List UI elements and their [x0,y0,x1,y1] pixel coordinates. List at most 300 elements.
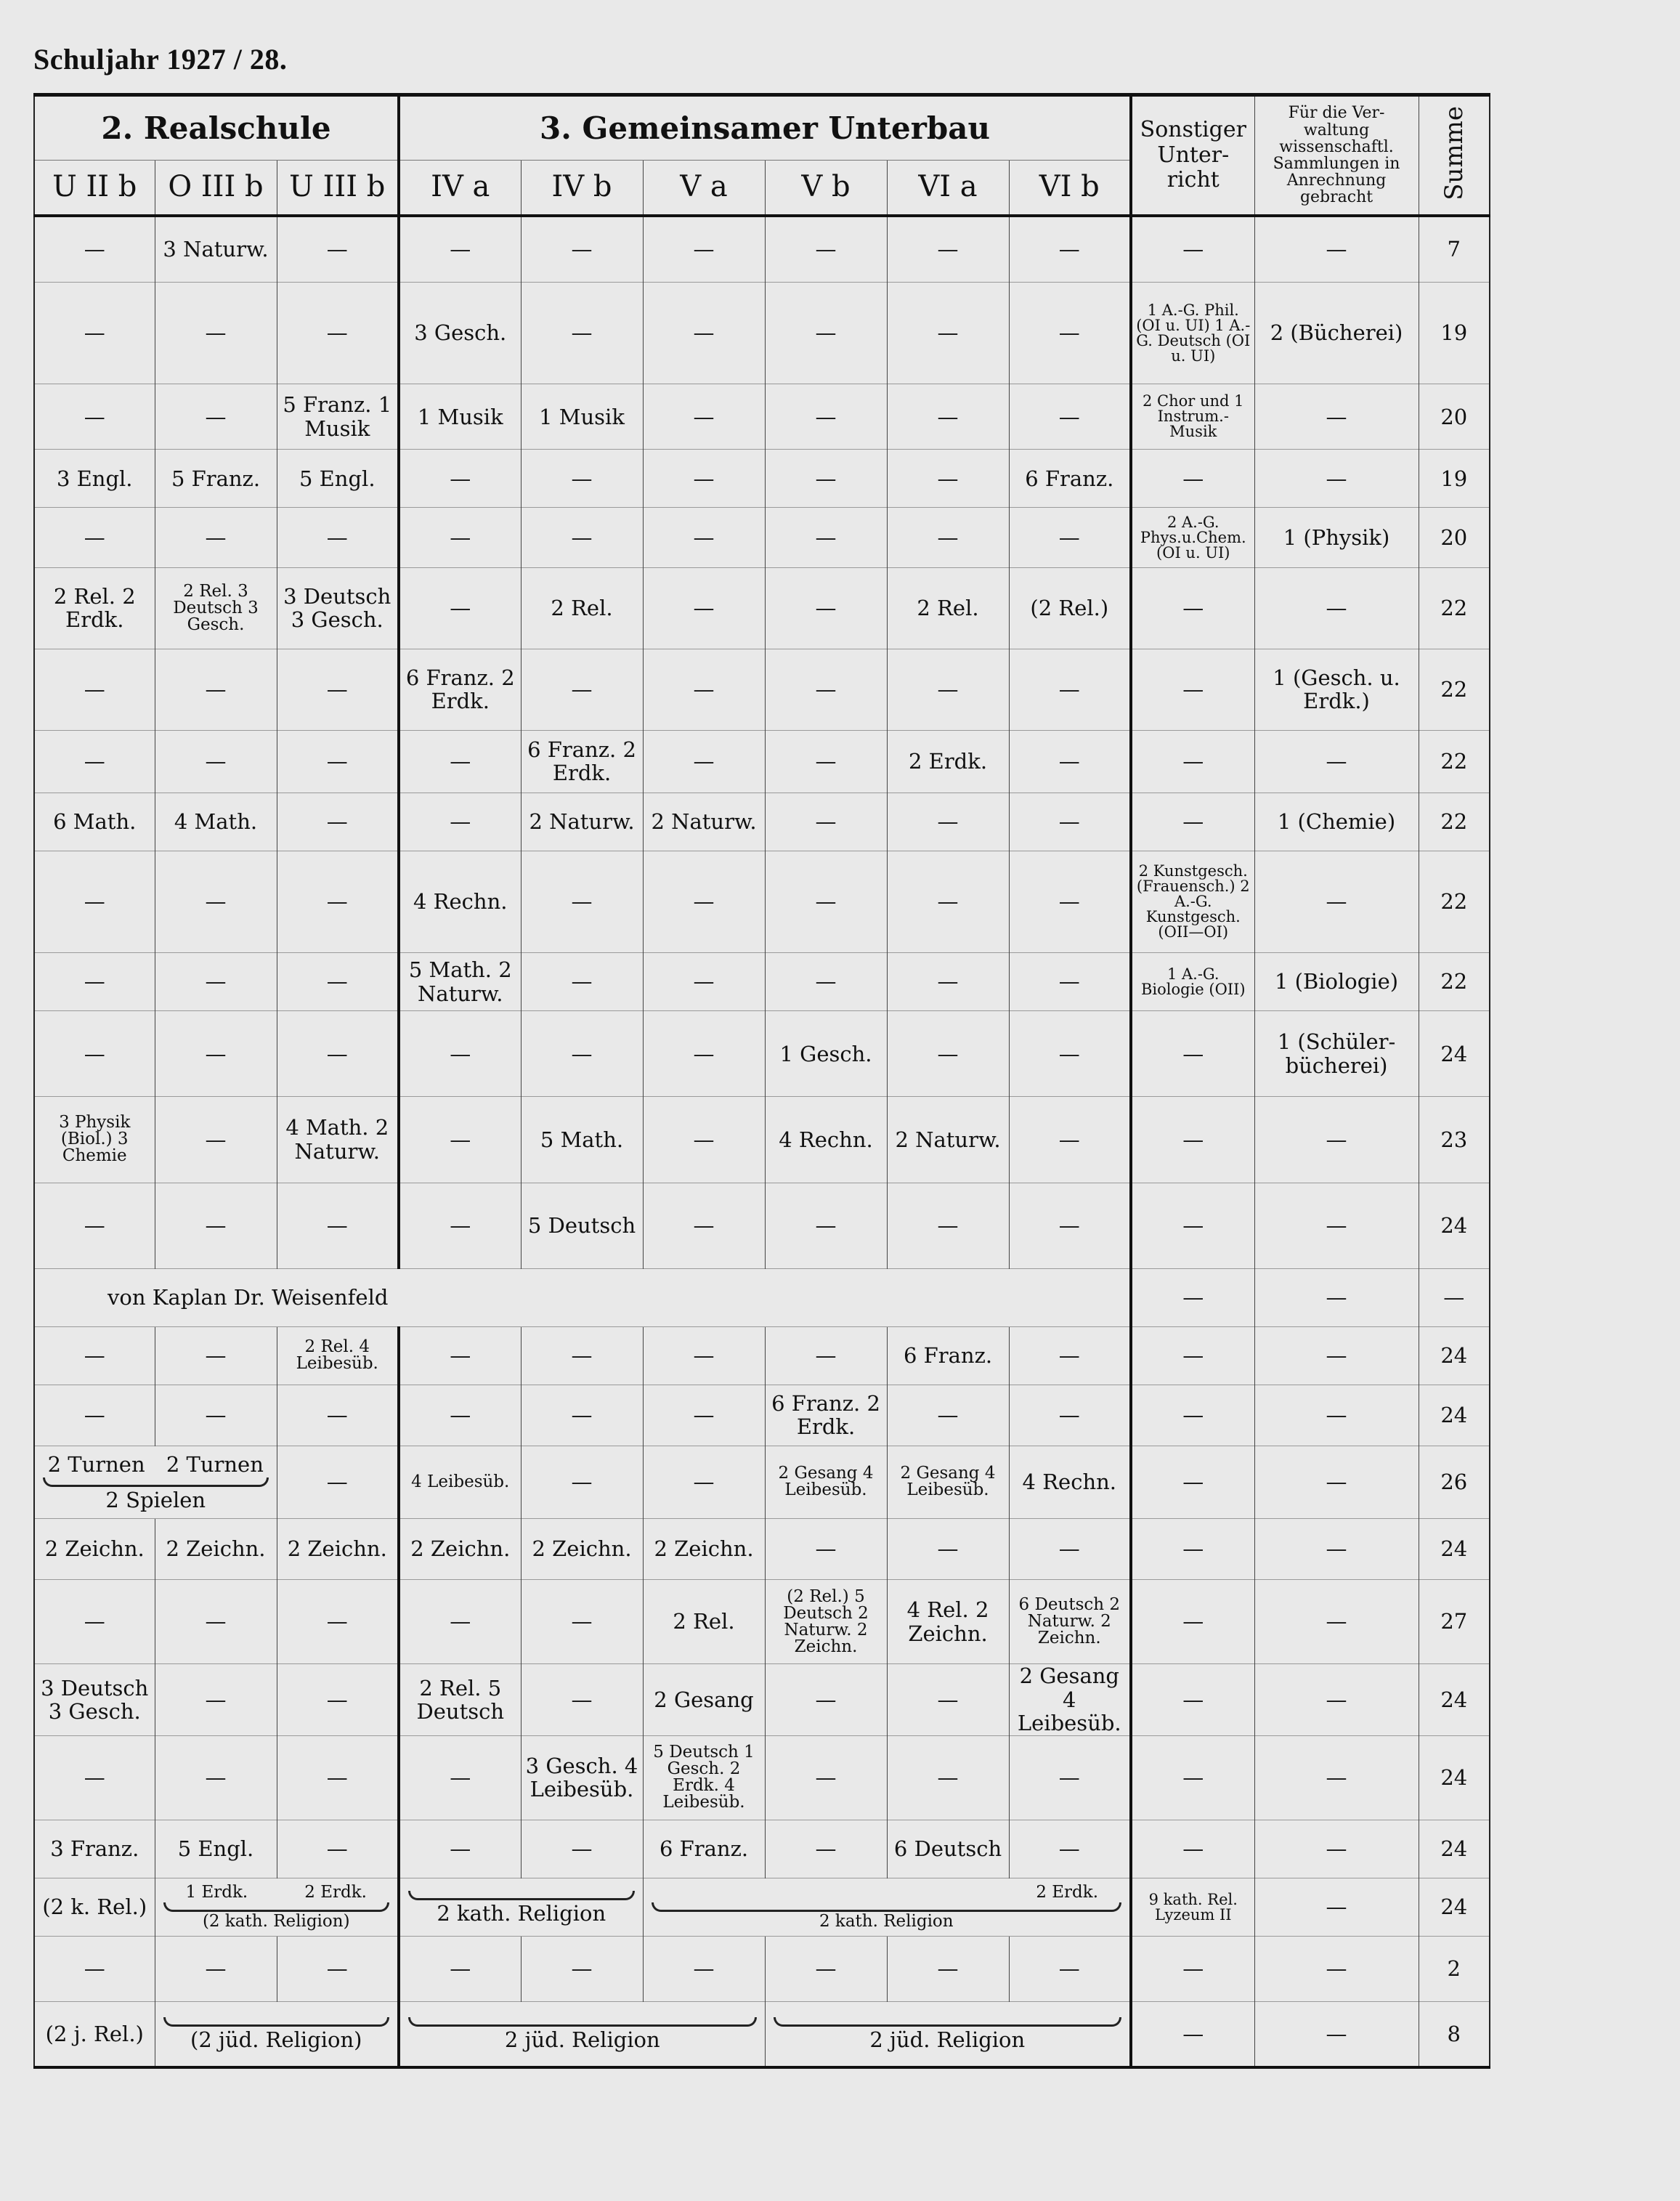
table-cell: — [34,508,155,567]
table-cell: — [155,283,277,384]
class-header: VI a [887,161,1009,216]
table-cell: — [765,567,887,649]
table-cell: — [277,1011,399,1097]
table-cell: 6 Deutsch [887,1820,1009,1878]
table-cell: — [277,793,399,851]
table-cell: 6 Franz. [1009,450,1131,508]
table-cell: — [1254,1097,1419,1183]
table-cell: 24 [1419,1664,1490,1736]
table-cell: 5 Franz. [155,450,277,508]
table-cell: — [1254,216,1419,283]
table-cell: 2 Kunstgesch. (Frauensch.) 2 A.-G. Kunstgesch. (OII—OI) [1131,851,1254,952]
table-cell: — [521,1820,643,1878]
table-cell: — [643,508,765,567]
table-cell: — [399,567,521,649]
table-cell: — [521,1580,643,1664]
table-cell: — [521,1326,643,1385]
table-cell: (2 Rel.) 5 Deutsch 2 Naturw. 2 Zeichn. [765,1580,887,1664]
table-cell: 9 kath. Rel. Lyzeum II [1131,1878,1254,1937]
brace [408,1891,635,1900]
jued-religion-group [765,2002,1131,2067]
table-cell: 1 (Biologie) [1254,953,1419,1011]
table-row [34,730,1490,793]
table-row [34,1268,1490,1326]
table-cell: 2 [1419,1937,1490,2002]
table-cell: 1 Musik [521,384,643,450]
table-cell: — [1009,216,1131,283]
header-sonstiger: Sonstiger Unter-richt [1131,95,1254,216]
table-cell: — [765,384,887,450]
table-cell: — [1131,730,1254,793]
table-cell: — [643,730,765,793]
table-cell: — [34,1735,155,1820]
table-cell: — [1131,216,1254,283]
table-cell: — [1131,1820,1254,1878]
table-cell: — [1254,1580,1419,1664]
table-cell: — [1254,1268,1419,1326]
table-cell: — [1009,851,1131,952]
table-cell: — [1131,450,1254,508]
table-cell: — [277,283,399,384]
table-cell: 24 [1419,1735,1490,1820]
table-cell: — [277,649,399,730]
table-row [34,793,1490,851]
brace [43,1478,269,1487]
table-cell: — [643,1937,765,2002]
table-cell: — [1131,1735,1254,1820]
table-cell: — [1009,1937,1131,2002]
table-cell: 23 [1419,1097,1490,1183]
table-cell: — [887,851,1009,952]
table-cell: 1 Musik [399,384,521,450]
table-cell: — [1009,730,1131,793]
table-cell: — [887,1011,1009,1097]
group-header-row [34,95,1490,161]
brace [774,2017,1122,2027]
table-cell: — [1254,1937,1419,2002]
table-cell: 2 Gesang 4 Leibesüb. [1009,1664,1131,1736]
table-cell: — [155,1580,277,1664]
table-cell: 3 Engl. [34,450,155,508]
kath-rel-label: 2 kath. Religion [819,1912,954,1932]
table-body [34,216,1490,2068]
table-cell: 27 [1419,1580,1490,1664]
table-cell: (2 Rel.) [1009,567,1131,649]
table-row [34,1326,1490,1385]
table-cell: — [887,953,1009,1011]
kath-rel-label: (2 kath. Religion) [202,1912,350,1932]
table-cell: 22 [1419,730,1490,793]
table-cell: — [1254,1878,1419,1937]
table-cell: — [643,1326,765,1385]
table-cell: — [765,216,887,283]
table-cell: — [1254,384,1419,450]
table-cell: — [521,851,643,952]
jued-religion-group [155,2002,399,2067]
table-cell: 22 [1419,793,1490,851]
table-cell: — [277,1937,399,2002]
table-cell: — [887,1519,1009,1580]
brace [408,2017,757,2027]
jued-religion-group [399,2002,765,2067]
table-cell: 5 Deutsch 1 Gesch. 2 Erdk. 4 Leibesüb. [643,1735,765,1820]
table-row [34,283,1490,384]
table-cell: — [1131,1580,1254,1664]
table-cell: — [399,1580,521,1664]
table-cell: 5 Math. [521,1097,643,1183]
table-cell: — [277,1446,399,1518]
table-cell: — [643,216,765,283]
jued-rel-label: (2 jüd. Religion) [190,2027,362,2053]
table-cell: 1 (Schüler-bücherei) [1254,1011,1419,1097]
table-cell: 2 Rel. [887,567,1009,649]
table-cell: — [277,851,399,952]
table-cell: 2 Rel. 4 Leibesüb. [277,1326,399,1385]
table-cell: — [643,283,765,384]
table-cell: — [1254,1183,1419,1268]
table-cell: — [155,1385,277,1446]
table-cell: 6 Franz. 2 Erdk. [399,649,521,730]
table-cell: — [887,1735,1009,1820]
table-cell: 3 Gesch. [399,283,521,384]
page-title: Schuljahr 1927 / 28. [33,43,288,76]
table-cell: — [1254,1326,1419,1385]
class-header: IV b [521,161,643,216]
table-cell: — [277,1385,399,1446]
table-cell: — [155,1664,277,1736]
table-cell: — [1254,1519,1419,1580]
table-cell: 4 Rechn. [765,1097,887,1183]
table-row [34,2002,1490,2067]
group-unterbau: 3. Gemeinsamer Unterbau [399,95,1131,161]
table-cell: 2 Rel. 2 Erdk. [34,567,155,649]
table-cell: — [521,1385,643,1446]
table-cell: 3 Franz. [34,1820,155,1878]
table-cell: — [887,1937,1009,2002]
table-cell: — [155,649,277,730]
class-header: O III b [155,161,277,216]
table-cell: 3 Deutsch 3 Gesch. [34,1664,155,1736]
kath-rel-label: 2 kath. Religion [437,1900,606,1926]
table-cell: — [1131,2002,1254,2067]
table-cell: — [521,1937,643,2002]
table-cell: — [1009,384,1131,450]
table-cell: — [643,851,765,952]
table-cell: 2 Gesang 4 Leibesüb. [765,1446,887,1518]
table-cell: 2 Gesang 4 Leibesüb. [887,1446,1009,1518]
table-cell: — [155,1735,277,1820]
header-verwaltung: Für die Ver-waltung wissenschaftl. Sammlungen in Anrechnung gebracht [1254,95,1419,216]
table-cell: 1 (Chemie) [1254,793,1419,851]
group-realschule: 2. Realschule [34,95,399,161]
table-cell: — [155,1183,277,1268]
table-cell: 2 Zeichn. [399,1519,521,1580]
table-cell: — [277,953,399,1011]
table-cell: — [34,1011,155,1097]
table-cell: — [765,730,887,793]
table-cell: — [765,1937,887,2002]
table-cell: 24 [1419,1820,1490,1878]
table-cell: — [643,1097,765,1183]
table-cell: — [399,1326,521,1385]
table-cell: — [399,1097,521,1183]
table-cell: — [277,1183,399,1268]
table-cell: — [765,1664,887,1736]
brace [163,1902,390,1912]
table-cell: — [1131,1326,1254,1385]
table-cell: — [643,649,765,730]
table-cell: — [1254,567,1419,649]
table-cell: — [521,283,643,384]
table-cell: — [1254,1820,1419,1878]
table-cell: — [1009,793,1131,851]
table-cell: 24 [1419,1519,1490,1580]
table-cell: — [34,384,155,450]
table-cell: 1 A.-G. Biologie (OII) [1131,953,1254,1011]
header-summe: Summe [1419,95,1490,216]
table-cell: — [34,216,155,283]
table-cell: 2 (Bücherei) [1254,283,1419,384]
brace [163,2017,390,2027]
class-header: U III b [277,161,399,216]
table-cell: — [765,508,887,567]
table-cell: 5 Franz. 1 Musik [277,384,399,450]
table-cell: — [34,953,155,1011]
table-cell: — [887,450,1009,508]
table-cell: 5 Deutsch [521,1183,643,1268]
table-cell: — [1009,283,1131,384]
turnen-a: 2 Turnen [47,1451,145,1477]
table-row [34,1385,1490,1446]
table-cell: 6 Franz. [643,1820,765,1878]
table-cell: — [521,216,643,283]
erdk-b: 2 Erdk. [304,1883,367,1902]
table-cell: — [277,1735,399,1820]
table-cell: 19 [1419,283,1490,384]
table-cell: — [1254,1735,1419,1820]
table-cell: — [887,1385,1009,1446]
table-row [34,953,1490,1011]
table-cell: — [1254,450,1419,508]
table-row [34,384,1490,450]
table-cell: 24 [1419,1878,1490,1937]
table-cell: — [765,953,887,1011]
table-cell: 6 Franz. 2 Erdk. [521,730,643,793]
table-cell: 19 [1419,450,1490,508]
table-cell: — [887,1664,1009,1736]
turnen-group [34,1446,277,1518]
table-cell: — [521,1664,643,1736]
table-cell: 3 Deutsch 3 Gesch. [277,567,399,649]
table-row [34,1097,1490,1183]
table-cell: 1 A.-G. Phil. (OI u. UI) 1 A.-G. Deutsch (OI u. UI) [1131,283,1254,384]
table-row [34,1519,1490,1580]
table-cell: — [765,1183,887,1268]
table-row [34,1878,1490,1937]
table-cell: 3 Physik (Biol.) 3 Chemie [34,1097,155,1183]
table-cell: 4 Rechn. [1009,1446,1131,1518]
table-cell: — [1254,1385,1419,1446]
table-cell: — [1131,1446,1254,1518]
spielen: 2 Spielen [105,1487,206,1512]
table-cell: — [1131,1183,1254,1268]
table-cell: — [643,1385,765,1446]
table-cell: — [155,1326,277,1385]
table-cell: 5 Engl. [155,1820,277,1878]
table-cell: 24 [1419,1183,1490,1268]
table-cell: 6 Franz. 2 Erdk. [765,1385,887,1446]
table-cell: 2 Rel. [521,567,643,649]
table-cell: — [887,649,1009,730]
table-cell: — [1131,1097,1254,1183]
table-cell: (2 j. Rel.) [34,2002,155,2067]
table-cell: — [643,1183,765,1268]
table-cell: — [1131,1937,1254,2002]
table-cell: 2 Rel. 5 Deutsch [399,1664,521,1736]
table-cell: 2 Zeichn. [643,1519,765,1580]
table-cell: 2 Erdk. [887,730,1009,793]
table-cell: — [887,384,1009,450]
table-cell: — [155,953,277,1011]
table-cell: 5 Math. 2 Naturw. [399,953,521,1011]
class-header: U II b [34,161,155,216]
class-header: V b [765,161,887,216]
table-cell: — [765,450,887,508]
table-cell: 22 [1419,649,1490,730]
table-cell: — [399,1011,521,1097]
table-cell: — [765,1519,887,1580]
table-row [34,567,1490,649]
table-cell: 2 Gesang [643,1664,765,1736]
table-cell: 2 Naturw. [887,1097,1009,1183]
table-cell: — [765,283,887,384]
table-cell: — [34,1580,155,1664]
table-row [34,1011,1490,1097]
table-cell: 24 [1419,1385,1490,1446]
brace [652,1902,1122,1912]
jued-rel-label: 2 jüd. Religion [504,2027,660,2053]
table-cell: — [643,953,765,1011]
table-cell: 22 [1419,567,1490,649]
class-header: V a [643,161,765,216]
table-cell: — [399,216,521,283]
table-cell: — [765,649,887,730]
table-cell: — [1254,730,1419,793]
table-cell: 7 [1419,216,1490,283]
table-cell: — [521,953,643,1011]
table-cell: 2 Naturw. [521,793,643,851]
table-cell: — [1009,1326,1131,1385]
table-row [34,1664,1490,1736]
table-cell: — [643,1011,765,1097]
table-cell: 3 Gesch. 4 Leibesüb. [521,1735,643,1820]
table-cell: — [399,1183,521,1268]
table-cell: — [399,1937,521,2002]
table-cell: — [155,1011,277,1097]
table-cell: 2 Rel. [643,1580,765,1664]
table-cell: — [34,1326,155,1385]
table-cell: 22 [1419,851,1490,952]
erdk-c: 2 Erdk. [1036,1883,1099,1902]
table-cell: — [277,730,399,793]
table-cell: — [34,851,155,952]
schedule-table [33,93,1490,2069]
table-cell: — [1009,649,1131,730]
table-cell: 24 [1419,1326,1490,1385]
table-row [34,216,1490,283]
table-cell: — [1254,1446,1419,1518]
table-cell: 8 [1419,2002,1490,2067]
table-cell: — [1131,1385,1254,1446]
table-cell: — [34,1385,155,1446]
table-row [34,508,1490,567]
table-row [34,649,1490,730]
table-cell: 1 Gesch. [765,1011,887,1097]
table-cell: — [1131,1664,1254,1736]
table-cell: — [1009,1519,1131,1580]
table-cell: — [399,1820,521,1878]
table-cell: — [1131,793,1254,851]
table-cell: — [1131,649,1254,730]
table-cell: — [155,508,277,567]
table-cell: — [1009,1011,1131,1097]
table-row [34,1580,1490,1664]
table-cell: — [1009,1097,1131,1183]
table-cell: 2 Zeichn. [155,1519,277,1580]
table-cell: — [1131,567,1254,649]
table-cell: — [277,1820,399,1878]
table-cell: — [277,216,399,283]
table-cell: 20 [1419,508,1490,567]
table-cell: 24 [1419,1011,1490,1097]
table-cell: — [643,384,765,450]
table-cell: — [277,508,399,567]
class-header: IV a [399,161,521,216]
table-row [34,851,1490,952]
table-cell: — [399,793,521,851]
table-cell: — [521,649,643,730]
table-cell: 6 Math. [34,793,155,851]
table-cell: 4 Math. [155,793,277,851]
table-cell: 2 Zeichn. [521,1519,643,1580]
table-cell: — [1254,1664,1419,1736]
table-cell: 20 [1419,384,1490,450]
table-cell: — [521,1011,643,1097]
table-cell: — [34,730,155,793]
table-cell: — [34,1183,155,1268]
table-cell: — [765,793,887,851]
table-cell: — [34,283,155,384]
table-cell: — [765,851,887,952]
table-cell: — [155,730,277,793]
table-cell: 2 A.-G. Phys.u.Chem. (OI u. UI) [1131,508,1254,567]
table-cell: 2 Naturw. [643,793,765,851]
table-cell: — [399,1735,521,1820]
kath-religion-iv [399,1878,643,1937]
table-cell: (2 k. Rel.) [34,1878,155,1937]
table-cell: — [399,1385,521,1446]
table-cell: — [1131,1519,1254,1580]
table-cell: — [277,1580,399,1664]
table-cell: 4 Rechn. [399,851,521,952]
table-cell: — [1419,1268,1490,1326]
kath-religion-v-vi [643,1878,1131,1937]
table-cell: 6 Deutsch 2 Naturw. 2 Zeichn. [1009,1580,1131,1664]
table-cell: 5 Engl. [277,450,399,508]
table-cell: 3 Naturw. [155,216,277,283]
table-cell: — [1009,1183,1131,1268]
table-cell: — [887,216,1009,283]
